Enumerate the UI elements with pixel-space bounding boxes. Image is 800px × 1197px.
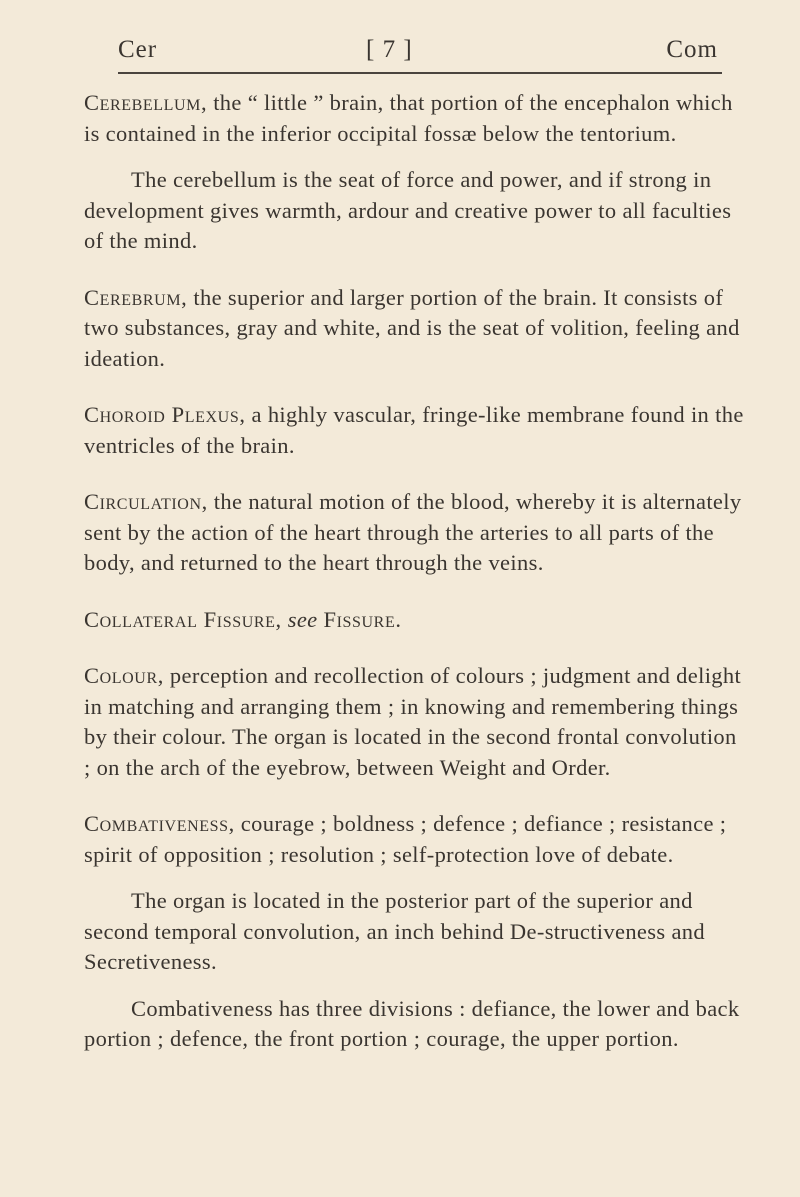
entry-term: Combativeness, bbox=[84, 811, 235, 836]
definition-text: the “ little ” brain, that portion of the encephalon which is contained in the inferior occipital fossæ below the tentorium. bbox=[84, 90, 733, 146]
entry-paragraph: The cerebellum is the seat of force and power, and if strong in development gives warmth, ardour and creative power to all faculties of the mind. bbox=[84, 167, 732, 253]
entry-collateral-fissure bbox=[84, 605, 744, 636]
page-number: [ 7 ] bbox=[366, 36, 413, 63]
entries-list bbox=[84, 88, 744, 1081]
running-header bbox=[118, 36, 718, 76]
definition-text: perception and recollection of colours ; judgment and delight in matching and arranging them ; in knowing and remembering things by their colour. The organ is located in the second frontal convolution ; on the arch of the eyebrow, between Weight and Order. bbox=[84, 663, 742, 780]
header-left-guideword: Cer bbox=[118, 36, 158, 63]
definition-text: courage ; boldness ; defence ; defiance ; resistance ; spirit of opposition ; resolution ; self-protection love of debate. bbox=[84, 811, 727, 867]
entry-term: Collateral Fissure, bbox=[84, 606, 282, 632]
entry-definition bbox=[84, 88, 744, 149]
definition-text: the natural motion of the blood, whereby it is alternately sent by the action of the heart through the arteries to all parts of the body, and returned to the heart through the veins. bbox=[84, 489, 742, 575]
entry-definition bbox=[84, 661, 744, 783]
entry-paragraph: The organ is located in the posterior part of the superior and second temporal convolution, an inch behind De-structiveness and Secretiveness. bbox=[84, 888, 705, 974]
see-reference-label: see bbox=[287, 606, 318, 632]
entry-definition bbox=[84, 809, 744, 870]
entry-definition bbox=[84, 400, 744, 461]
entry-term: Colour, bbox=[84, 663, 164, 688]
entry-combativeness bbox=[84, 809, 744, 1055]
entry-cerebellum bbox=[84, 88, 744, 257]
entry-cerebrum bbox=[84, 283, 744, 375]
entry-definition bbox=[84, 283, 744, 375]
entry-circulation bbox=[84, 487, 744, 579]
definition-text: the superior and larger portion of the brain. It consists of two substances, gray and white, and is the seat of volition, feeling and ideation. bbox=[84, 284, 740, 371]
cross-reference-target: Fissure. bbox=[323, 606, 402, 632]
entry-term: Choroid Plexus, bbox=[84, 402, 246, 427]
entry-definition bbox=[84, 487, 744, 579]
entry-term: Cerebrum, bbox=[84, 284, 188, 310]
header-right-guideword: Com bbox=[666, 36, 718, 63]
entry-term: Circulation, bbox=[84, 489, 208, 514]
entry-definition bbox=[84, 605, 744, 636]
entry-colour bbox=[84, 661, 744, 783]
definition-text: a highly vascular, fringe-like membrane found in the ventricles of the brain. bbox=[84, 402, 744, 458]
entry-paragraph: Combativeness has three divisions : defiance, the lower and back portion ; defence, the front portion ; courage, the upper portion. bbox=[84, 995, 740, 1051]
entry-term: Cerebellum, bbox=[84, 90, 208, 115]
entry-choroid-plexus bbox=[84, 400, 744, 461]
header-rule bbox=[118, 72, 722, 74]
